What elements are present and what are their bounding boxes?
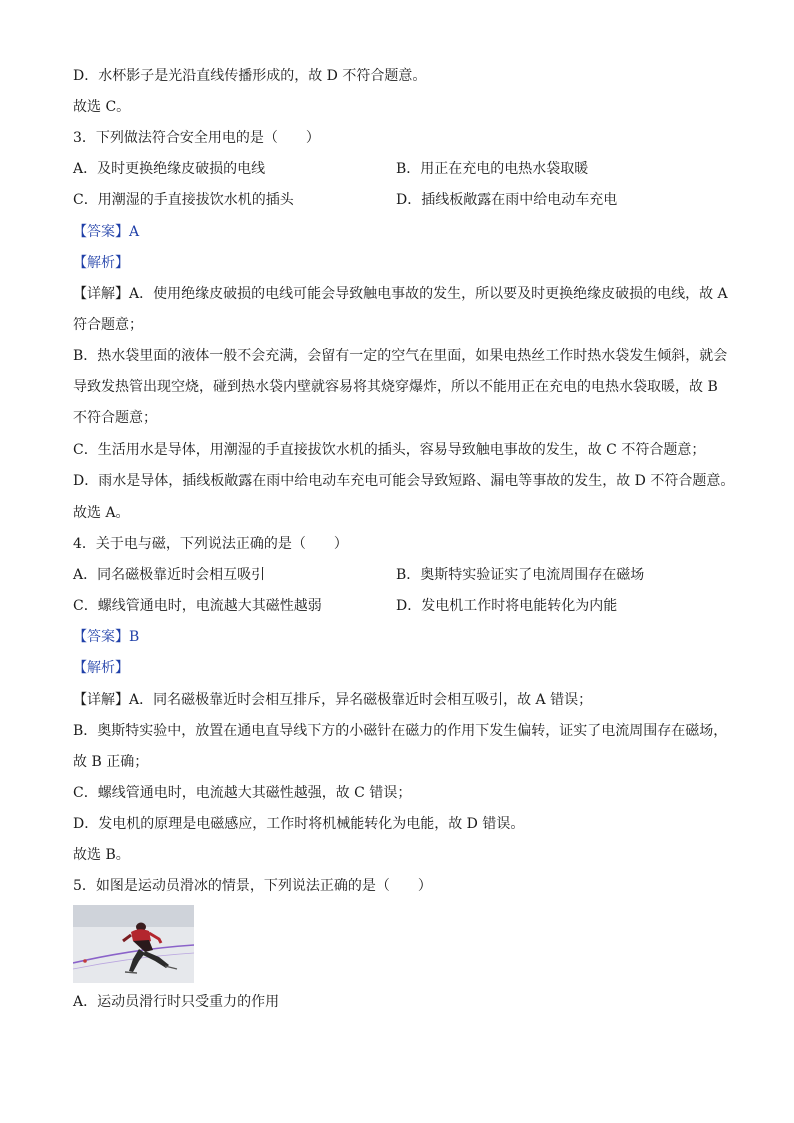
question-4-stem: 4．关于电与磁，下列说法正确的是（ ）: [73, 536, 348, 552]
question-3-stem: 3．下列做法符合安全用电的是（ ）: [73, 130, 320, 146]
question-4-answer: 【答案】B: [73, 629, 140, 645]
question-4-detail-b-2: 故 B 正确；: [73, 754, 149, 770]
question-4-option-b: B．奥斯特实验证实了电流周围存在磁场: [396, 567, 645, 583]
conclusion-line: 故选 C。: [73, 99, 131, 115]
question-3-analysis-tag: 【解析】: [73, 255, 129, 271]
question-4-option-d: D．发电机工作时将电能转化为内能: [396, 598, 618, 614]
question-3-answer: 【答案】A: [73, 224, 140, 240]
question-3-option-d: D．插线板敞露在雨中给电动车充电: [396, 192, 618, 208]
question-3-detail-a-2: 符合题意；: [73, 317, 143, 333]
question-3-detail-d: D．雨水是导体，插线板敞露在雨中给电动车充电可能会导致短路、漏电等事故的发生，故 D 不符合题意。: [73, 473, 735, 489]
question-3-option-b: B．用正在充电的电热水袋取暖: [396, 161, 589, 177]
question-3-detail-c: C．生活用水是导体，用潮湿的手直接拔饮水机的插头，容易导致触电事故的发生，故 C 不符合题意；: [73, 442, 706, 458]
question-3-detail-b-1: B．热水袋里面的液体一般不会充满，会留有一定的空气在里面，如果电热丝工作时热水袋发生倾斜，就会: [73, 348, 728, 364]
question-4-detail-c: C．螺线管通电时，电流越大其磁性越强，故 C 错误；: [73, 785, 412, 801]
speed-skater-illustration: [73, 905, 194, 983]
question-3-conclusion: 故选 A。: [73, 505, 130, 521]
question-4-option-c: C．螺线管通电时，电流越大其磁性越弱: [73, 598, 322, 614]
question-4-detail-a: 【详解】A．同名磁极靠近时会相互排斥，异名磁极靠近时会相互吸引，故 A 错误；: [73, 692, 593, 708]
question-3-detail-a-1: 【详解】A．使用绝缘皮破损的电线可能会导致触电事故的发生，所以要及时更换绝缘皮破损的电线，故 A: [73, 286, 728, 302]
question-4-detail-b-1: B．奥斯特实验中，放置在通电直导线下方的小磁针在磁力的作用下发生偏转，证实了电流周围存在磁场，: [73, 723, 728, 739]
question-3-detail-b-3: 不符合题意；: [73, 410, 157, 426]
question-5-stem: 5．如图是运动员滑冰的情景，下列说法正确的是（ ）: [73, 878, 432, 894]
question-4-detail-d: D．发电机的原理是电磁感应，工作时将机械能转化为电能，故 D 错误。: [73, 816, 525, 832]
question-3-option-c: C．用潮湿的手直接拔饮水机的插头: [73, 192, 294, 208]
speed-skater-photo: [73, 905, 194, 983]
question-4-option-a: A．同名磁极靠近时会相互吸引: [73, 567, 266, 583]
question-4-analysis-tag: 【解析】: [73, 660, 129, 676]
question-5-option-a: A．运动员滑行时只受重力的作用: [73, 994, 280, 1010]
question-4-conclusion: 故选 B。: [73, 847, 130, 863]
question-3-detail-b-2: 导致发热管出现空烧，碰到热水袋内壁就容易将其烧穿爆炸，所以不能用正在充电的电热水袋取暖，故 B: [73, 379, 718, 395]
explanation-line: D．水杯影子是光沿直线传播形成的，故 D 不符合题意。: [73, 68, 427, 84]
question-3-option-a: A．及时更换绝缘皮破损的电线: [73, 161, 266, 177]
